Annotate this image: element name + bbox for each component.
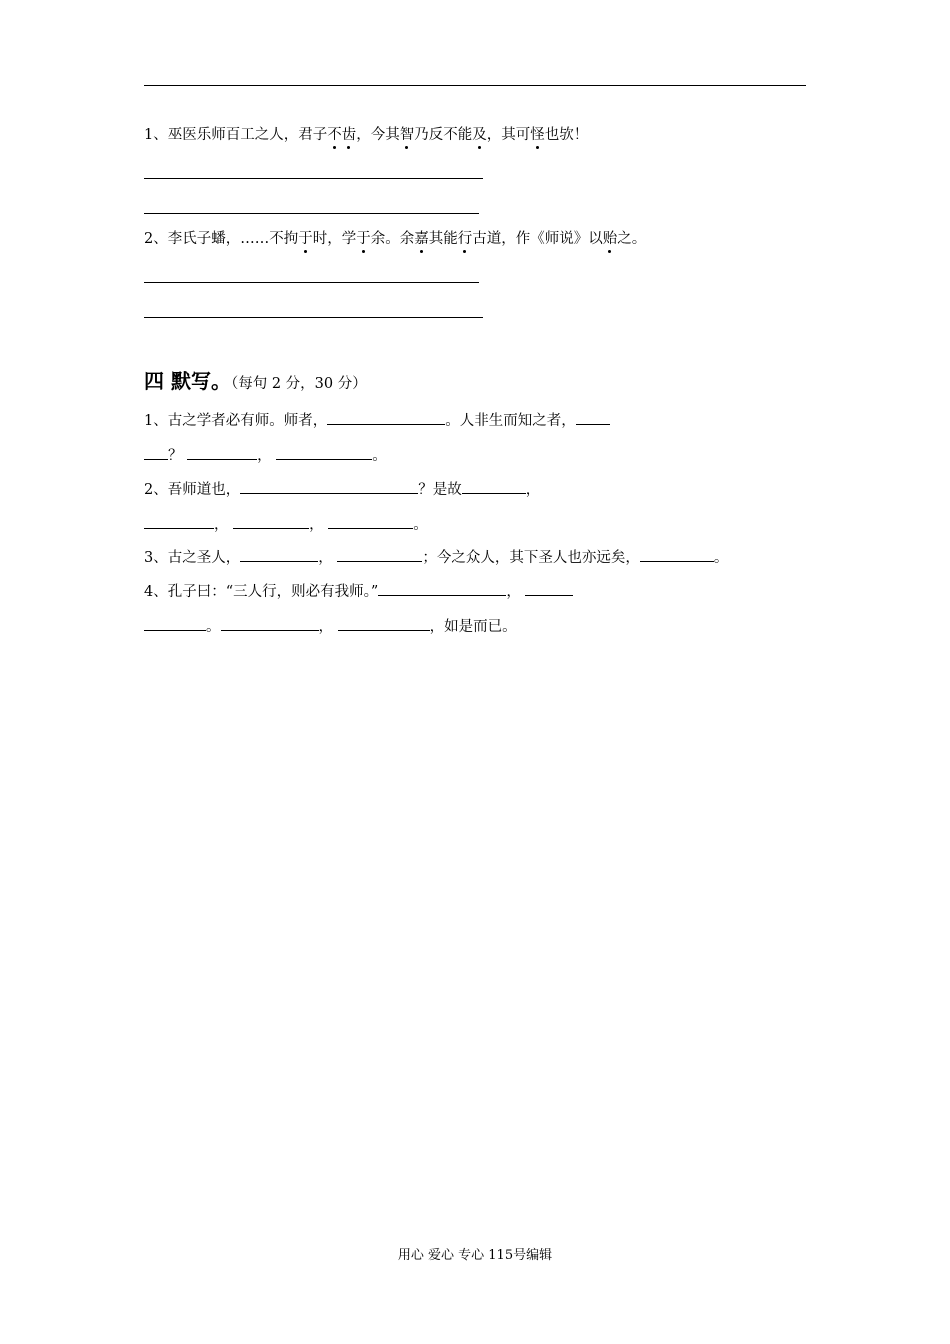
q2-text: 其能 <box>428 231 458 247</box>
dictation-item-2-cont <box>144 513 428 535</box>
q2-text: 古道，作《师说》以 <box>472 231 603 247</box>
fill-blank[interactable] <box>144 444 168 460</box>
q2-emphasis: 贻 <box>602 231 618 247</box>
fill-blank[interactable] <box>233 513 309 529</box>
dictation-item-3 <box>144 546 728 568</box>
dictation-item-4 <box>144 580 573 602</box>
q2-text: 2、李氏子蟠，……不拘 <box>144 231 299 247</box>
fill-blank[interactable] <box>576 409 610 425</box>
q2-emphasis: 嘉 <box>414 231 429 247</box>
fill-blank[interactable] <box>525 580 573 596</box>
score-note: （每句 2 分，30 分） <box>230 376 367 392</box>
fill-blank[interactable] <box>276 444 372 460</box>
fill-blank[interactable] <box>640 546 714 562</box>
fill-blank[interactable] <box>240 478 418 494</box>
header-rule <box>144 85 806 86</box>
page-footer: 用心 爱心 专心 115号编辑 <box>397 1248 553 1263</box>
item-text: 。 <box>206 619 221 635</box>
q1-emphasis: 智 <box>399 127 415 143</box>
fill-blank[interactable] <box>327 409 445 425</box>
q1-emphasis: 怪 <box>530 127 545 143</box>
item-text: 3、古之圣人， <box>144 550 241 566</box>
item-text: 。 <box>372 448 387 464</box>
section-heading <box>144 368 367 397</box>
item-text: ？是故 <box>418 482 462 498</box>
item-text: ， <box>309 517 324 533</box>
item-text: 1、古之学者必有师。师者， <box>144 413 328 429</box>
fill-blank[interactable] <box>144 513 214 529</box>
q2-emphasis: 于 <box>356 231 371 247</box>
item-text: ？ <box>168 448 183 464</box>
q2-text: 时，学 <box>312 231 357 247</box>
q1-emphasis: 齿 <box>341 127 357 143</box>
fill-blank[interactable] <box>338 615 430 631</box>
answer-line[interactable] <box>144 317 483 318</box>
item-text: ， <box>318 619 333 635</box>
fill-blank[interactable] <box>144 615 206 631</box>
translate-question-1 <box>144 125 588 145</box>
answer-line[interactable] <box>144 178 483 179</box>
q1-text: 乃反不能 <box>414 127 473 143</box>
q1-text: 1、巫医乐师百工之人，君子 <box>144 127 328 143</box>
q1-text: ，其可 <box>486 127 531 143</box>
dictation-item-4-cont <box>144 615 517 637</box>
q1-emphasis: 及 <box>472 127 487 143</box>
q2-emphasis: 行 <box>457 231 473 247</box>
answer-line[interactable] <box>144 282 479 283</box>
dictation-item-1-cont <box>144 444 387 466</box>
item-text: 。人非生而知之者， <box>445 413 576 429</box>
q1-emphasis: 不 <box>327 127 342 143</box>
q2-text: 余。余 <box>370 231 415 247</box>
item-text: ， <box>257 448 272 464</box>
dictation-item-2 <box>144 478 540 500</box>
fill-blank[interactable] <box>462 478 526 494</box>
item-text: 。 <box>413 517 428 533</box>
fill-blank[interactable] <box>328 513 413 529</box>
fill-blank[interactable] <box>378 580 506 596</box>
item-text: 2、吾师道也， <box>144 482 241 498</box>
q1-text: 也欤！ <box>544 127 589 143</box>
item-text: ；今之众人，其下圣人也亦远矣， <box>422 550 640 566</box>
dictation-item-1 <box>144 409 610 431</box>
fill-blank[interactable] <box>240 546 318 562</box>
item-text: ， <box>214 517 229 533</box>
item-text: 。 <box>713 550 729 566</box>
section-title: 四 默写。 <box>144 369 231 393</box>
item-text: ， <box>525 482 541 498</box>
item-text: 4、孔子曰：“三人行，则必有我师。” <box>144 584 379 600</box>
item-text: ，如是而已。 <box>429 619 517 635</box>
q2-emphasis: 于 <box>298 231 313 247</box>
translate-question-2 <box>144 229 646 249</box>
answer-line[interactable] <box>144 213 479 214</box>
q2-text: 之。 <box>617 231 647 247</box>
item-text: ， <box>318 550 333 566</box>
fill-blank[interactable] <box>221 615 319 631</box>
q1-text: ，今其 <box>356 127 400 143</box>
fill-blank[interactable] <box>337 546 422 562</box>
fill-blank[interactable] <box>187 444 257 460</box>
item-text: ， <box>506 584 521 600</box>
